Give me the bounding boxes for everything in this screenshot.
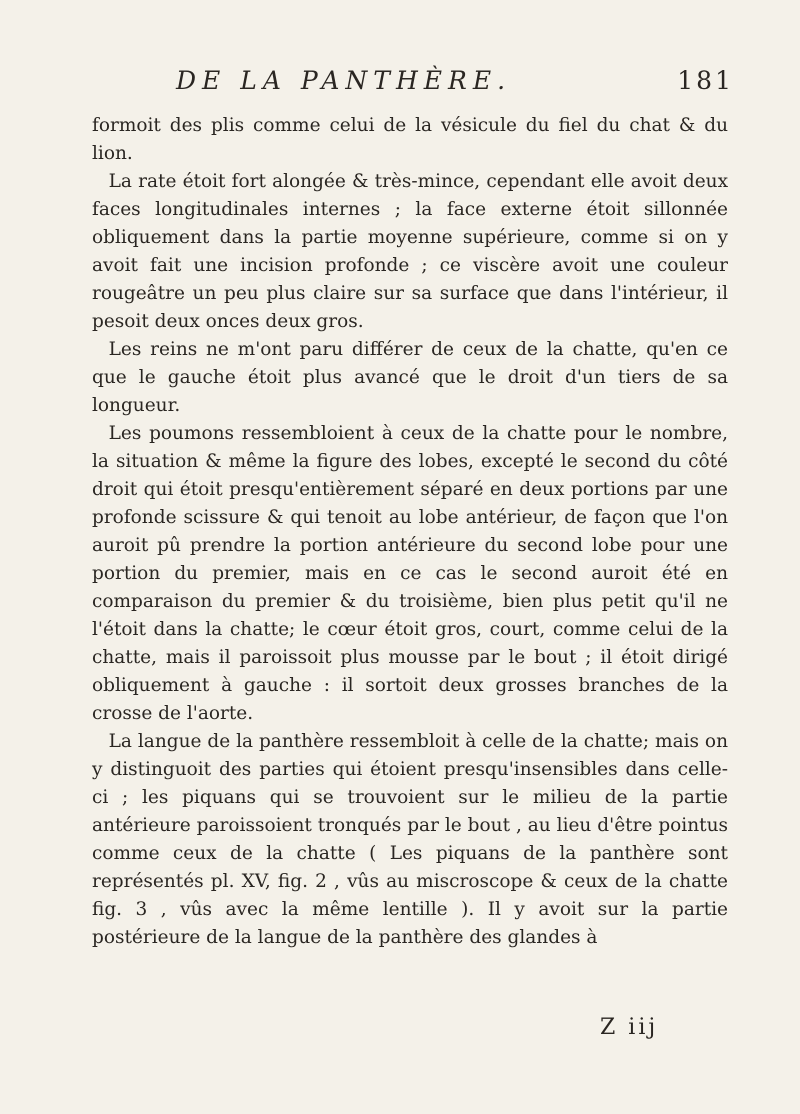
paragraph: La langue de la panthère ressembloit à celle de la chatte; mais on y distinguoit des parties qui étoient presqu'insensibles dans celle-ci ; les piquans qui se trouvoient sur le milieu de la partie antérieure paroissoient tronqués par le bout , au lieu d'être pointus comme ceux de la chatte ( Les piquans de la panthère sont représentés pl. XV, fig. 2 , vûs au miscroscope & ceux de la chatte fig. 3 , vûs avec la même lentille ). Il y avoit sur la partie postérieure de la langue de la panthère des glandes à bbox=[92, 731, 728, 948]
paragraph: Les poumons ressembloient à ceux de la chatte pour le nombre, la situation & même la figure des lobes, excepté le second du côté droit qui étoit presqu'entièrement séparé en deux portions par une profonde scissure & qui tenoit au lobe antérieur, de façon que l'on auroit pû prendre la portion antérieure du second lobe pour une portion du premier, mais en ce cas le second auroit été en comparaison du premier & du troisième, bien plus petit qu'il ne l'étoit dans la chatte; le cœur étoit gros, court, comme celui de la chatte, mais il paroissoit plus mousse par le bout ; il étoit dirigé obliquement à gauche : il sortoit deux grosses branches de la crosse de l'aorte. bbox=[92, 423, 728, 724]
body-text bbox=[92, 112, 728, 952]
paragraph: La rate étoit fort alongée & très-mince, cependant elle avoit deux faces longitudinales internes ; la face externe étoit sillonnée obliquement dans la partie moyenne supérieure, comme si on y avoit fait une incision profonde ; ce viscère avoit une couleur rougeâtre un peu plus claire sur sa surface que dans l'intérieur, il pesoit deux onces deux gros. bbox=[92, 171, 728, 332]
signature-mark: Z iij bbox=[600, 1015, 659, 1040]
running-header bbox=[98, 66, 734, 100]
running-title: DE LA PANTHÈRE. bbox=[176, 66, 512, 95]
page-number: 181 bbox=[677, 66, 734, 95]
paragraph: Les reins ne m'ont paru différer de ceux de la chatte, qu'en ce que le gauche étoit plus avancé que le droit d'un tiers de sa longueur. bbox=[92, 339, 728, 416]
paragraph: formoit des plis comme celui de la vésicule du fiel du chat & du lion. bbox=[92, 115, 728, 164]
